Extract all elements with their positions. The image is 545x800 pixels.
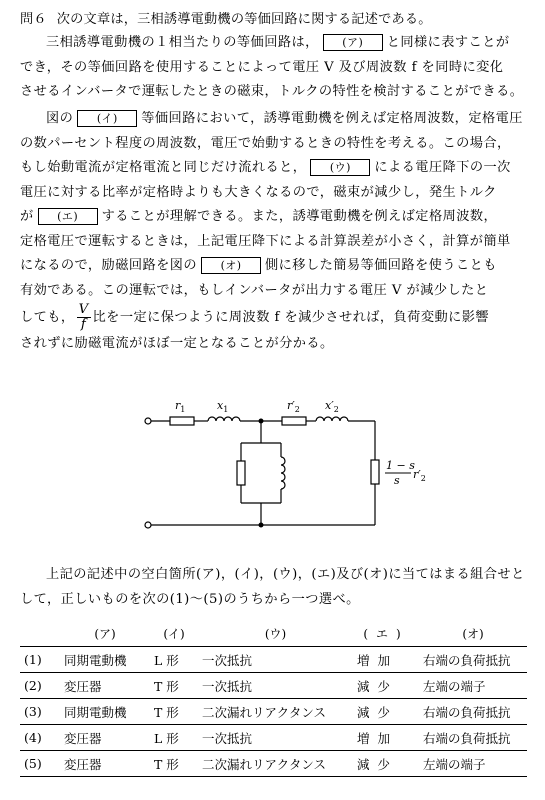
column-header: (エ) [363, 626, 409, 641]
text-line: 定格電圧で運転するときは，上記電圧降下による計算誤差が小さく，計算が簡単 [20, 233, 511, 249]
table-row: (1) 同期電動機 L 形 一次抵抗 増加 右端の負荷抵抗 [20, 647, 527, 673]
label-x1: $x_1$ [217, 399, 229, 414]
v-over-f-fraction: $\frac{V}{f}$ [78, 302, 89, 332]
equivalent-circuit-diagram [130, 388, 440, 538]
blank-box-o: (オ) [201, 257, 261, 274]
column-header: (オ) [462, 626, 484, 641]
text-line: して，正しいものを次の(1)〜(5)のうちから一つ選べ。 [20, 591, 360, 607]
text-line: でき，その等価回路を使用することによって電圧 V 及び周波数 f を同時に変化 [20, 59, 504, 75]
blank-box-e: (エ) [38, 208, 98, 225]
text-line: されずに励磁電流がほぼ一定となることが分かる。 [20, 336, 334, 351]
column-header: (ウ) [264, 626, 287, 641]
load-resistor [371, 460, 379, 484]
question-intro: 次の文章は，三相誘導電動機の等価回路に関する記述である。 [56, 12, 432, 27]
excitation-conductance [237, 461, 245, 485]
table-row: (4) 変圧器 L 形 一次抵抗 増加 右端の負荷抵抗 [20, 725, 527, 751]
label-r1: $r_1$ [175, 399, 186, 414]
junction-dot [259, 523, 264, 528]
secondary-resistor-r2 [282, 417, 306, 425]
paragraph-2 [20, 107, 525, 357]
paragraph-1 [20, 31, 525, 105]
junction-dot [259, 419, 264, 424]
text-line: させるインバータで運転したときの磁束，トルクの特性を検討することができる。 [20, 84, 524, 99]
question-header [20, 8, 432, 27]
blank-box-i: (イ) [77, 110, 137, 127]
question-number: 問６ [20, 12, 47, 27]
text-line: 三相誘導電動機の１相当たりの等価回路は， (ア) と同様に表すことが [46, 35, 510, 50]
label-r2: $r'_2$ [287, 399, 300, 414]
text-line: になるので，励磁回路を図の (オ) 側に移した簡易等価回路を使うことも [20, 258, 497, 273]
primary-resistor-r1 [170, 417, 194, 425]
table-header-row [20, 620, 527, 647]
text-line: が (エ) することが理解できる。また，誘導電動機を例えば定格周波数， [20, 209, 498, 224]
text-line: 図の (イ) 等価回路において，誘導電動機を例えば定格周波数，定格電圧 [46, 111, 523, 126]
label-load-denominator: s [394, 474, 400, 487]
input-terminal-top [145, 418, 151, 424]
instruction [20, 563, 525, 612]
blank-box-u: (ウ) [310, 159, 370, 176]
secondary-reactance-x2 [316, 417, 348, 421]
table-row: (3) 同期電動機 T 形 二次漏れリアクタンス 減少 右端の負荷抵抗 [20, 699, 527, 725]
text-line: しても， $\frac{V}{f}$ 比を一定に保つように周波数 f を減少させれば，負荷変動に影響 [20, 302, 490, 332]
label-load-r2: $r'_2$ [413, 468, 426, 483]
column-header: (イ) [163, 626, 185, 641]
label-load-numerator: 1 − s [386, 459, 415, 472]
blank-box-a: (ア) [323, 34, 383, 51]
label-x2: $x'_2$ [325, 399, 339, 414]
text-line: 電圧に対する比率が定格時よりも大きくなるので，磁束が減少し，発生トルク [20, 184, 497, 200]
text-line: の数パーセント程度の周波数，電圧で始動するときの特性を考える。この場合， [20, 135, 511, 151]
column-header: (ア) [94, 626, 116, 641]
primary-reactance-x1 [208, 417, 240, 421]
text-line: 有効である。この運転では，もしインバータが出力する電圧 V が減少したと [20, 282, 489, 298]
column-header [20, 620, 60, 647]
table-row: (5) 変圧器 T 形 二次漏れリアクタンス 減少 左端の端子 [20, 751, 527, 777]
answer-choices-table [20, 620, 527, 777]
text-line: もし始動電流が定格電流と同じだけ流れると， (ウ) による電圧降下の一次 [20, 160, 511, 175]
text-line: 上記の記述中の空白箇所(ア)，(イ)，(ウ)，(エ)及び(オ)に当てはまる組合せと [46, 567, 525, 582]
table-row: (2) 変圧器 T 形 一次抵抗 減少 左端の端子 [20, 673, 527, 699]
input-terminal-bottom [145, 522, 151, 528]
excitation-susceptance [281, 457, 285, 489]
